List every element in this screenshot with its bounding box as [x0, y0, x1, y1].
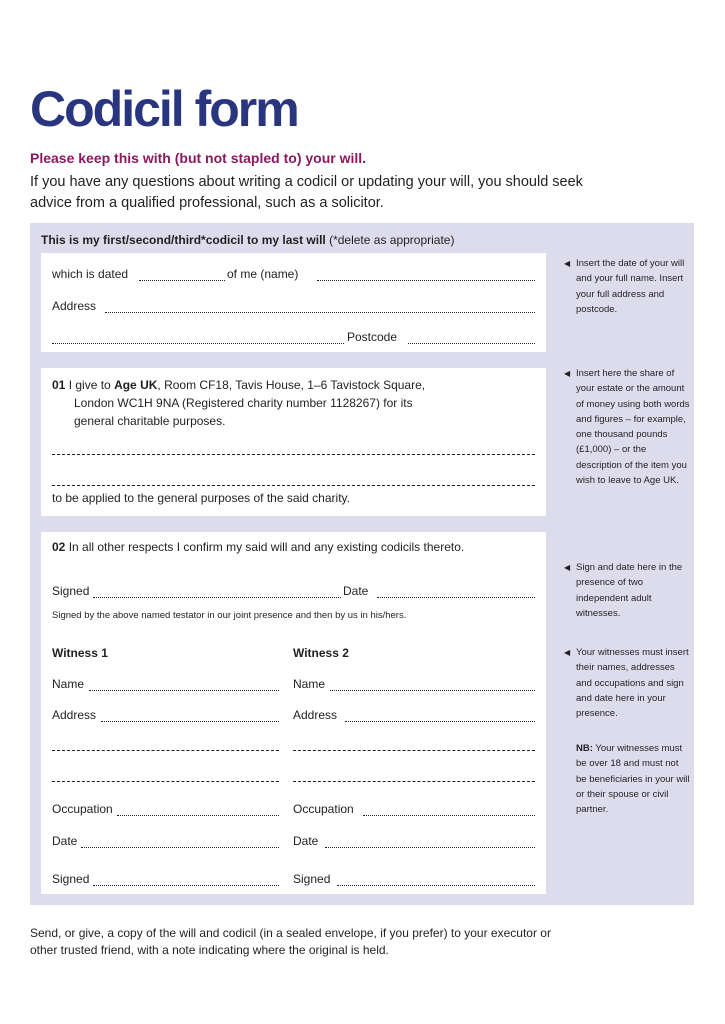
name-label: of me (name): [227, 267, 299, 281]
codicil-statement: This is my first/second/third*codicil to my last will: [41, 233, 326, 247]
intro-text: If you have any questions about writing a codicil or updating your will, you should seek advice from a qualified professional, such as a solicitor.: [30, 174, 583, 211]
witness-instruction: Signed by the above named testator in our joint presence and then by us in his/hers.: [52, 610, 407, 621]
date-label: Date: [343, 584, 369, 598]
witness-2-occupation-label: Occupation: [293, 802, 354, 816]
panel-header: [41, 233, 454, 247]
clause-02-text: 02 In all other respects I confirm my said will and any existing codicils thereto.: [52, 540, 465, 554]
note-witnesses: ◀ Your witnesses must insert their names, addresses and occupations and sign and date here in your presence.: [564, 647, 689, 720]
gift-box: [41, 368, 546, 516]
witness-1-title: Witness 1: [52, 646, 108, 660]
postcode-field[interactable]: [408, 343, 535, 344]
note-nb: NB: Your witnesses must be over 18 and must not be beneficiaries in your will or their spouse or civil partner.: [576, 743, 690, 816]
pointer-left-icon: ◀: [564, 369, 571, 378]
witness-2-address-line2[interactable]: [293, 750, 535, 751]
pointer-left-icon: ◀: [564, 563, 571, 572]
page-title: Codicil form: [30, 81, 298, 137]
note-share: ◀ Insert here the share of your estate or the amount of money using both words and figures – for example, one thousand pounds (£1,000) – or the description of the item you wish to leave to Age UK.: [564, 368, 690, 487]
gift-amount-field-line2[interactable]: [52, 485, 535, 486]
witness-2-title: Witness 2: [293, 646, 349, 660]
witness-1-address-label: Address: [52, 708, 97, 722]
witness-2-address-line3[interactable]: [293, 781, 535, 782]
witness-2-signed-label: Signed: [293, 872, 331, 886]
witness-1-signed-label: Signed: [52, 872, 90, 886]
address-label: Address: [52, 299, 97, 313]
witness-1-address-line2[interactable]: [52, 750, 279, 751]
witness-2-name-field[interactable]: [330, 690, 535, 691]
testator-name-field[interactable]: [317, 280, 535, 281]
witness-1-address-field[interactable]: [101, 721, 279, 722]
age-uk: Age UK: [114, 378, 158, 392]
witness-1-name-label: Name: [52, 677, 85, 691]
pointer-left-icon: ◀: [564, 648, 571, 657]
witness-2-address-label: Address: [293, 708, 338, 722]
clause-01-number: 01: [52, 378, 66, 392]
applied-text: to be applied to the general purposes of the said charity.: [52, 491, 350, 505]
signed-label: Signed: [52, 584, 90, 598]
clause-02-number: 02: [52, 540, 66, 554]
witness-1-date-label: Date: [52, 834, 78, 848]
pointer-left-icon: ◀: [564, 259, 571, 268]
footer-text: Send, or give, a copy of the will and codicil (in a sealed envelope, if you prefer) to your executor or other trusted friend, with a note indicating where the original is held.: [30, 926, 551, 957]
form-panel: [30, 223, 694, 905]
gift-amount-field-line1[interactable]: [52, 454, 535, 455]
witness-2-address-field[interactable]: [345, 721, 535, 722]
witness-2-date-label: Date: [293, 834, 319, 848]
postcode-label: Postcode: [347, 330, 398, 344]
testator-signature-field[interactable]: [93, 597, 341, 598]
note-sign-date: ◀ Sign and date here in the presence of two independent adult witnesses.: [564, 562, 683, 619]
date-of-will-field[interactable]: [139, 280, 225, 281]
testator-date-field[interactable]: [377, 597, 535, 598]
details-box: [41, 253, 546, 352]
witness-1-occupation-label: Occupation: [52, 802, 113, 816]
note-date-name: ◀ Insert the date of your will and your full name. Insert your full address and postcode.: [564, 258, 685, 315]
dated-label: which is dated: [52, 267, 129, 281]
witness-1-date-field[interactable]: [81, 847, 279, 848]
signature-box: [41, 532, 546, 894]
witness-2-name-label: Name: [293, 677, 326, 691]
address-field-line1[interactable]: [105, 312, 535, 313]
nb-label: NB:: [576, 743, 593, 754]
witness-1-occupation-field[interactable]: [117, 815, 279, 816]
delete-note: (*delete as appropriate): [325, 233, 455, 247]
address-field-line2[interactable]: [52, 343, 344, 344]
witness-1-address-line3[interactable]: [52, 781, 279, 782]
witness-1-name-field[interactable]: [89, 690, 279, 691]
witness-2-signature-field[interactable]: [337, 885, 535, 886]
witness-2-date-field[interactable]: [325, 847, 535, 848]
witness-2-occupation-field[interactable]: [363, 815, 535, 816]
subtitle: Please keep this with (but not stapled to) your will.: [30, 150, 367, 166]
gift-text: 01 I give to Age UK, Room CF18, Tavis House, 1–6 Tavistock Square, London WC1H 9NA (Registered charity number 1128267) for its general charitable purposes.: [52, 378, 426, 428]
witness-1-signature-field[interactable]: [93, 885, 279, 886]
